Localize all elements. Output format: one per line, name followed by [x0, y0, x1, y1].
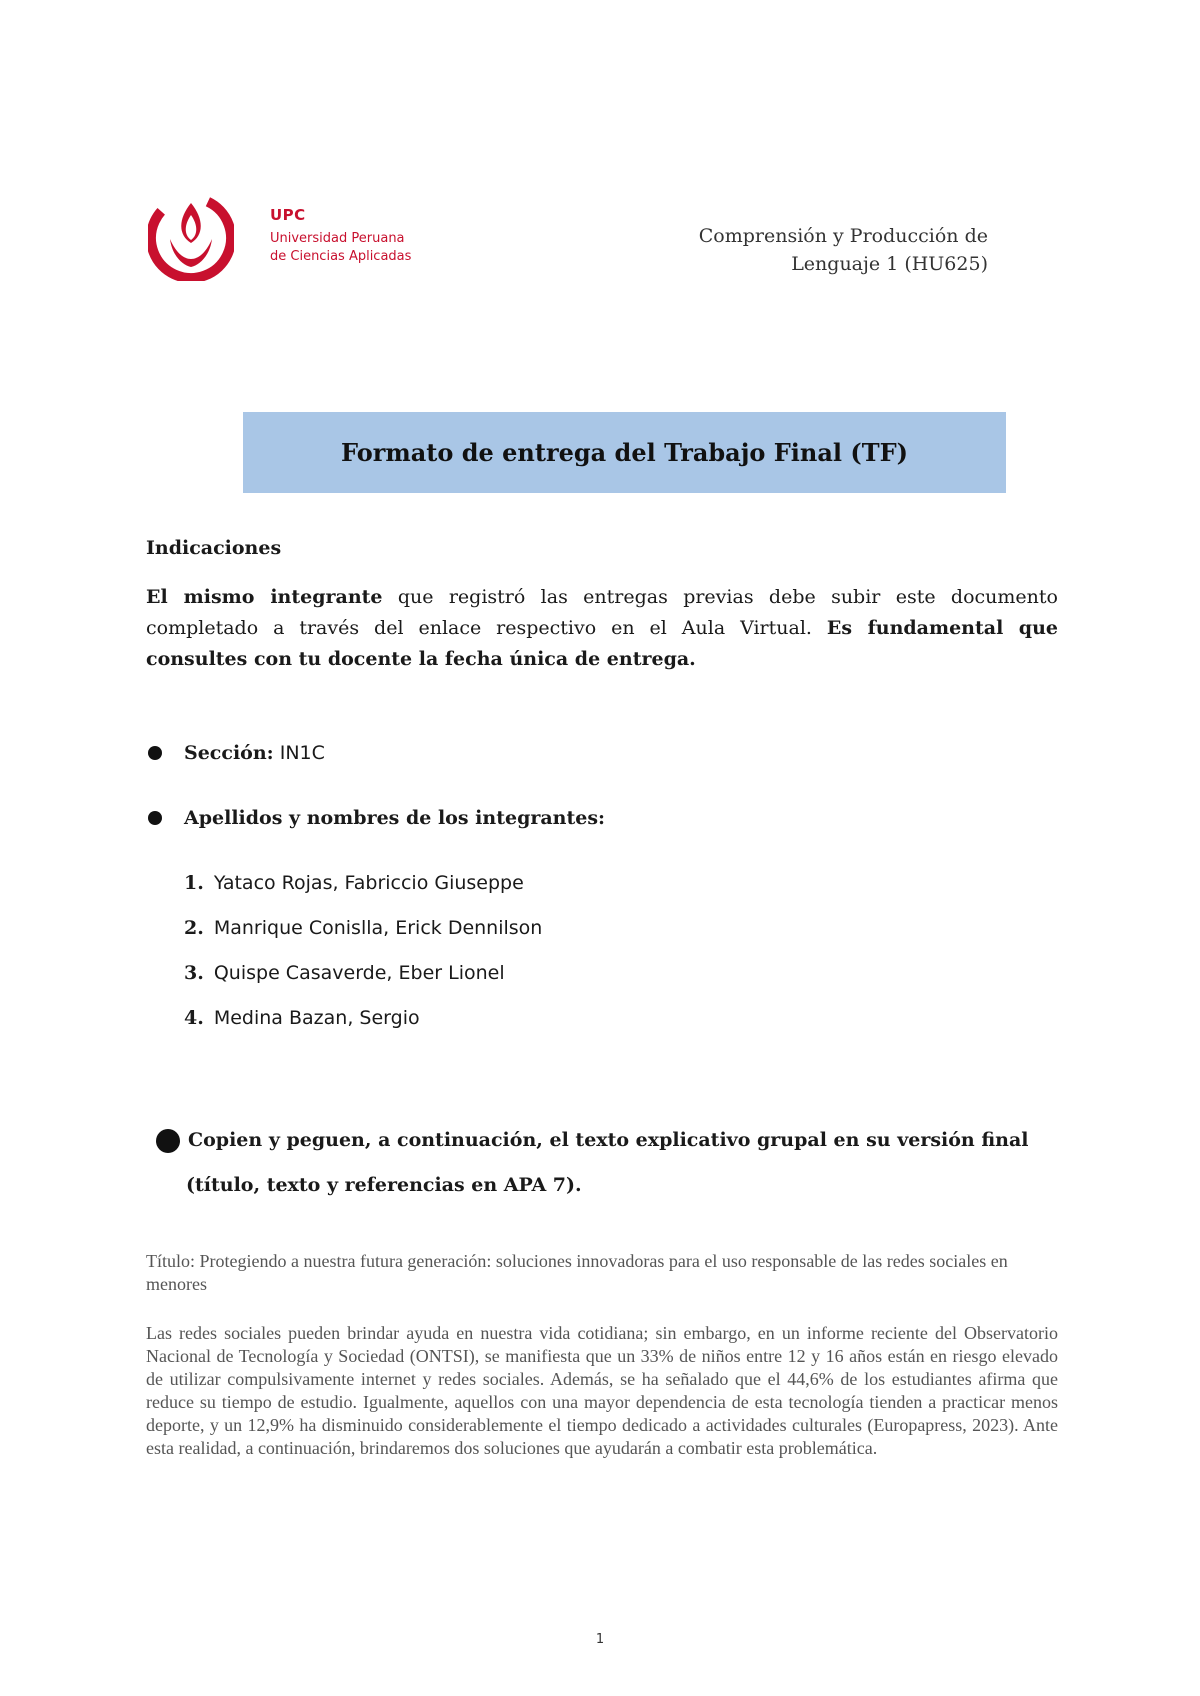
seccion-value: IN1C: [273, 742, 325, 764]
member-number: 3.: [184, 962, 204, 984]
copy-instruction-line-1: Copien y peguen, a continuación, el texto explicativo grupal en su versión final: [188, 1129, 1029, 1151]
essay-title: Título: Protegiendo a nuestra futura generación: soluciones innovadoras para el uso responsable de las redes sociales en menores: [146, 1251, 1008, 1294]
member-item: [184, 962, 505, 984]
essay-body: Las redes sociales pueden brindar ayuda en nuestra vida cotidiana; sin embargo, en un informe reciente del Observatorio Nacional de Tecnología y Sociedad (ONTSI), se manifiesta que un 33% de niños entre 12 y 16 años están en riesgo elevado de utilizar compulsivamente internet y redes sociales. Además, se ha señalado que el 44,6% de los estudiantes afirma que reduce su tiempo de estudio. Igualmente, aquellos con una mayor dependencia de esta tecnología tienden a practicar menos deporte, y un 12,9% ha disminuido considerablemente el tiempo dedicado a actividades culturales (Europapress, 2023). Ante esta realidad, a continuación, brindaremos dos soluciones que ayudarán a combatir esta problemática.: [146, 1323, 1058, 1458]
member-item: [184, 917, 542, 939]
member-number: 1.: [184, 872, 204, 894]
course-line-1: Comprensión y Producción de: [698, 225, 988, 247]
seccion-item: [148, 742, 325, 764]
logo-acronym: UPC: [270, 206, 306, 224]
logo-line-2: de Ciencias Aplicadas: [270, 249, 412, 264]
course-name: [628, 222, 988, 278]
integrantes-label: Apellidos y nombres de los integrantes:: [184, 807, 606, 829]
seccion-label: Sección:: [184, 742, 274, 764]
member-item: [184, 1007, 420, 1029]
member-name: Yataco Rojas, Fabriccio Giuseppe: [213, 872, 524, 894]
member-item: [184, 872, 524, 894]
logo-line-1: Universidad Peruana: [270, 231, 405, 246]
indicaciones-bold-2: Es fundamental que consultes con tu docente la fecha única de entrega.: [146, 617, 1058, 670]
copy-instruction-line-2: (título, texto y referencias en APA 7).: [186, 1174, 582, 1196]
indicaciones-text-1: que registró las entregas previas debe subir este documento completado a través del enlace respectivo en el Aula Virtual.: [146, 586, 1058, 639]
logo-text: [270, 206, 411, 266]
indicaciones-bold-1: El mismo integrante: [146, 586, 383, 608]
member-number: 4.: [184, 1007, 204, 1029]
page-number: 1: [595, 1632, 605, 1647]
title-band: [243, 412, 1006, 493]
bullet-icon: [156, 1129, 180, 1153]
bullet-icon: [148, 746, 162, 760]
integrantes-item: [148, 807, 605, 829]
copy-instruction: [156, 1118, 1066, 1208]
member-number: 2.: [184, 917, 204, 939]
indicaciones-paragraph: [146, 582, 1058, 675]
upc-logo-icon: [148, 195, 234, 281]
bullet-icon: [148, 811, 162, 825]
course-line-2: Lenguaje 1 (HU625): [791, 253, 988, 275]
member-name: Medina Bazan, Sergio: [213, 1007, 420, 1029]
member-name: Quispe Casaverde, Eber Lionel: [213, 962, 505, 984]
document-title: Formato de entrega del Trabajo Final (TF): [340, 438, 909, 467]
indicaciones-heading: Indicaciones: [146, 537, 282, 559]
member-name: Manrique Conislla, Erick Dennilson: [213, 917, 543, 939]
